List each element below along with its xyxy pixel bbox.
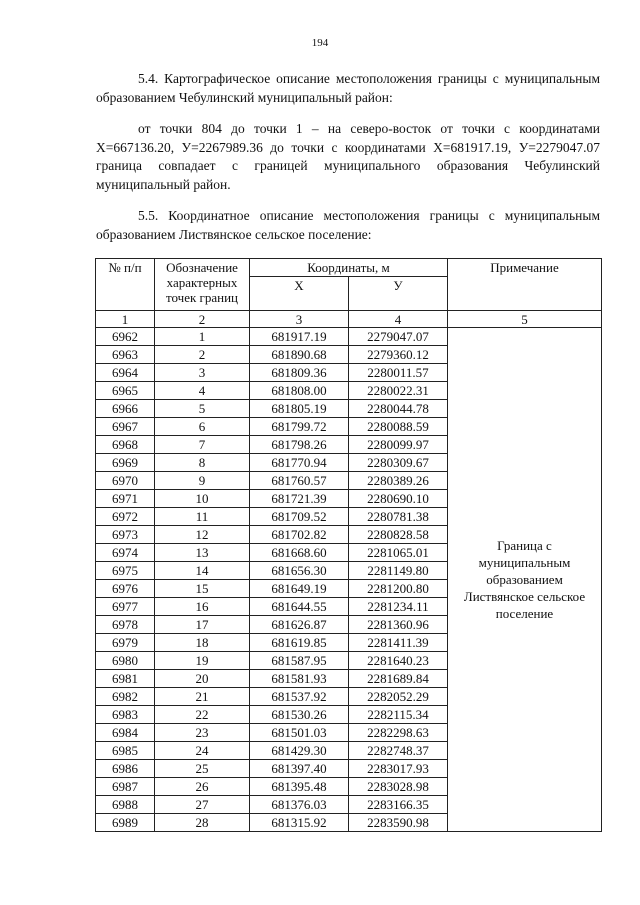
coord-x: 681721.39: [250, 490, 349, 508]
row-number: 6984: [96, 724, 155, 742]
row-number: 6976: [96, 580, 155, 598]
coord-y: 2283028.98: [349, 778, 448, 796]
point-label: 3: [155, 364, 250, 382]
row-number: 6977: [96, 598, 155, 616]
row-number: 6964: [96, 364, 155, 382]
coord-y: 2279047.07: [349, 328, 448, 346]
row-number: 6969: [96, 454, 155, 472]
point-label: 12: [155, 526, 250, 544]
header-num: № п/п: [96, 259, 155, 311]
point-label: 28: [155, 814, 250, 832]
coord-y: 2279360.12: [349, 346, 448, 364]
point-label: 18: [155, 634, 250, 652]
coord-x: 681809.36: [250, 364, 349, 382]
coord-x: 681799.72: [250, 418, 349, 436]
row-number: 6974: [96, 544, 155, 562]
coord-y: 2280690.10: [349, 490, 448, 508]
coord-y: 2280828.58: [349, 526, 448, 544]
point-label: 9: [155, 472, 250, 490]
point-label: 6: [155, 418, 250, 436]
row-number: 6966: [96, 400, 155, 418]
coord-y: 2280309.67: [349, 454, 448, 472]
row-number: 6971: [96, 490, 155, 508]
point-label: 5: [155, 400, 250, 418]
boundary-note: Граница с муниципальным образованием Листвянское сельское поселение: [448, 328, 602, 832]
row-number: 6973: [96, 526, 155, 544]
coord-x: 681397.40: [250, 760, 349, 778]
point-label: 15: [155, 580, 250, 598]
row-number: 6989: [96, 814, 155, 832]
row-number: 6985: [96, 742, 155, 760]
coord-y: 2281149.80: [349, 562, 448, 580]
column-number: 1: [96, 311, 155, 328]
coord-x: 681376.03: [250, 796, 349, 814]
point-label: 27: [155, 796, 250, 814]
coord-y: 2280099.97: [349, 436, 448, 454]
column-number-row: [96, 311, 602, 328]
row-number: 6982: [96, 688, 155, 706]
coord-y: 2282748.37: [349, 742, 448, 760]
point-label: 14: [155, 562, 250, 580]
coord-y: 2281234.11: [349, 598, 448, 616]
row-number: 6963: [96, 346, 155, 364]
point-label: 26: [155, 778, 250, 796]
row-number: 6987: [96, 778, 155, 796]
coord-y: 2281689.84: [349, 670, 448, 688]
coord-y: 2281360.96: [349, 616, 448, 634]
coord-x: 681709.52: [250, 508, 349, 526]
row-number: 6981: [96, 670, 155, 688]
coord-x: 681805.19: [250, 400, 349, 418]
row-number: 6978: [96, 616, 155, 634]
point-label: 10: [155, 490, 250, 508]
coord-x: 681649.19: [250, 580, 349, 598]
coord-y: 2281411.39: [349, 634, 448, 652]
row-number: 6979: [96, 634, 155, 652]
coord-x: 681315.92: [250, 814, 349, 832]
point-label: 19: [155, 652, 250, 670]
header-note: Примечание: [448, 259, 602, 311]
point-label: 17: [155, 616, 250, 634]
header-coordinates: Координаты, м: [250, 259, 448, 277]
row-number: 6980: [96, 652, 155, 670]
row-number: 6967: [96, 418, 155, 436]
point-label: 22: [155, 706, 250, 724]
coord-x: 681760.57: [250, 472, 349, 490]
row-number: 6983: [96, 706, 155, 724]
row-number: 6968: [96, 436, 155, 454]
point-label: 1: [155, 328, 250, 346]
row-number: 6988: [96, 796, 155, 814]
coord-x: 681619.85: [250, 634, 349, 652]
coord-x: 681668.60: [250, 544, 349, 562]
coord-x: 681429.30: [250, 742, 349, 760]
coordinates-table: [95, 258, 602, 832]
coord-y: 2280389.26: [349, 472, 448, 490]
coord-x: 681587.95: [250, 652, 349, 670]
point-label: 16: [155, 598, 250, 616]
coord-x: 681626.87: [250, 616, 349, 634]
point-label: 24: [155, 742, 250, 760]
point-label: 21: [155, 688, 250, 706]
row-number: 6972: [96, 508, 155, 526]
column-number: 2: [155, 311, 250, 328]
coord-x: 681798.26: [250, 436, 349, 454]
row-number: 6975: [96, 562, 155, 580]
header-point-label: Обозначение характерных точек границ: [155, 259, 250, 311]
coord-x: 681890.68: [250, 346, 349, 364]
section-5-5-heading: 5.5. Координатное описание местоположения границы с муниципальным образованием Листвянское сельское поселение:: [96, 208, 600, 242]
column-number: 4: [349, 311, 448, 328]
point-label: 4: [155, 382, 250, 400]
section-5-4-description: от точки 804 до точки 1 – на северо-восток от точки с координатами Х=667136.20, У=2267989.36 до точки с координатами Х=681917.19, У=2279047.07 граница совпадает с границей муниципального образования Чебулинский муниципальный район.: [96, 121, 600, 192]
coord-y: 2281065.01: [349, 544, 448, 562]
coord-y: 2282298.63: [349, 724, 448, 742]
section-5-4-heading: 5.4. Картографическое описание местоположения границы с муниципальным образованием Чебулинский муниципальный район:: [96, 71, 600, 105]
table-row: [96, 328, 602, 346]
page-number: 194: [311, 37, 329, 49]
coord-y: 2283590.98: [349, 814, 448, 832]
coord-y: 2280022.31: [349, 382, 448, 400]
row-number: 6965: [96, 382, 155, 400]
coord-x: 681501.03: [250, 724, 349, 742]
coord-x: 681644.55: [250, 598, 349, 616]
coord-x: 681808.00: [250, 382, 349, 400]
coord-x: 681917.19: [250, 328, 349, 346]
point-label: 25: [155, 760, 250, 778]
coord-x: 681702.82: [250, 526, 349, 544]
row-number: 6986: [96, 760, 155, 778]
coord-y: 2283166.35: [349, 796, 448, 814]
header-x: Х: [250, 277, 349, 311]
coord-y: 2281200.80: [349, 580, 448, 598]
coord-y: 2280011.57: [349, 364, 448, 382]
point-label: 13: [155, 544, 250, 562]
coord-y: 2283017.93: [349, 760, 448, 778]
coord-x: 681537.92: [250, 688, 349, 706]
coord-x: 681581.93: [250, 670, 349, 688]
column-number: 5: [448, 311, 602, 328]
coord-y: 2280781.38: [349, 508, 448, 526]
table-body: [96, 328, 602, 832]
coord-y: 2282115.34: [349, 706, 448, 724]
column-number: 3: [250, 311, 349, 328]
coord-y: 2282052.29: [349, 688, 448, 706]
row-number: 6962: [96, 328, 155, 346]
point-label: 8: [155, 454, 250, 472]
coord-x: 681530.26: [250, 706, 349, 724]
coord-y: 2280044.78: [349, 400, 448, 418]
header-y: У: [349, 277, 448, 311]
row-number: 6970: [96, 472, 155, 490]
point-label: 2: [155, 346, 250, 364]
coord-x: 681656.30: [250, 562, 349, 580]
coord-x: 681395.48: [250, 778, 349, 796]
point-label: 7: [155, 436, 250, 454]
coord-y: 2280088.59: [349, 418, 448, 436]
coord-y: 2281640.23: [349, 652, 448, 670]
point-label: 23: [155, 724, 250, 742]
coord-x: 681770.94: [250, 454, 349, 472]
point-label: 20: [155, 670, 250, 688]
point-label: 11: [155, 508, 250, 526]
